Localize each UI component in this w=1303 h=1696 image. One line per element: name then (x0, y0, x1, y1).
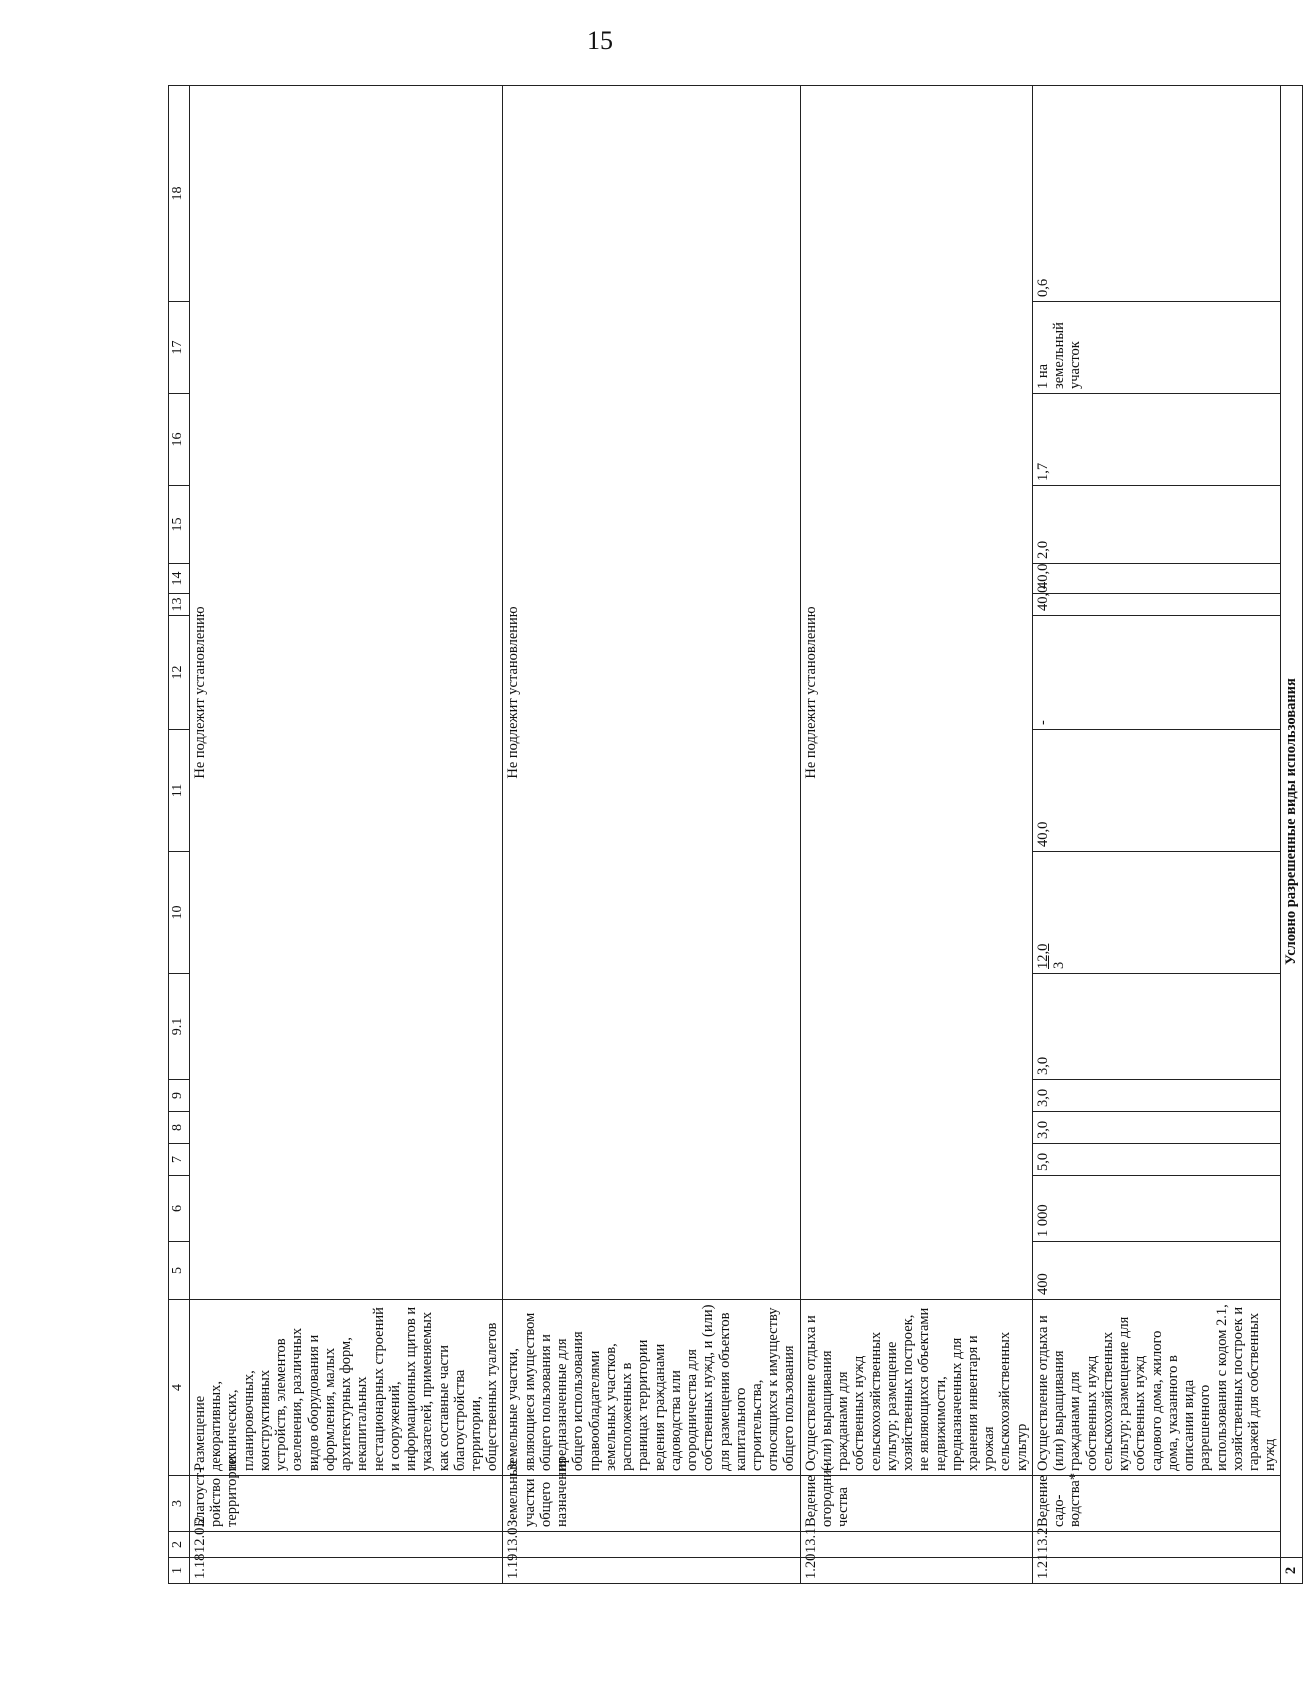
cell-c17: 1 на земельный участок (1032, 302, 1281, 394)
row-note: Не подлежит установлению (503, 86, 800, 1300)
row-code: 13.1 (800, 1532, 1032, 1558)
rotated-table-container (168, 94, 1300, 1584)
cell-c16: 1,7 (1032, 394, 1281, 486)
cell-c15: 2,0 (1032, 486, 1281, 564)
cell-c10 (1032, 852, 1281, 974)
row-name: Ведение огородни-чества (800, 1476, 1032, 1532)
header-cell: 14 (169, 564, 190, 594)
section-title: Условно разрешенные виды использования (1281, 86, 1302, 1558)
table-row (800, 86, 1032, 1584)
header-cell: 3 (169, 1476, 190, 1532)
cell-max-area: 1 000 (1032, 1176, 1281, 1242)
header-cell: 2 (169, 1532, 190, 1558)
section-number: 2 (1281, 1558, 1302, 1584)
row-name: Ведение садо-водства* (1032, 1476, 1281, 1532)
header-cell: 12 (169, 616, 190, 730)
row-code: 13.2 (1032, 1532, 1281, 1558)
cell-c9-1: 3,0 (1032, 974, 1281, 1080)
row-description: Размещение декоративных, технических, планировочных, конструктивных устройств, элементов озеленения, различных видов оборудования и оформления, малых архитектурных форм, некапитальных нестационарных строений и сооружений, информационных щитов и указателей, применяемых как составные части благоустройства территории, общественных туалетов (190, 1300, 503, 1476)
section-row (1281, 86, 1302, 1584)
cell-c9: 3,0 (1032, 1080, 1281, 1112)
cell-min-area: 400 (1032, 1242, 1281, 1300)
row-name: Благоуст-ройство территории (190, 1476, 503, 1532)
cell-c10-top: 12,0 (1034, 943, 1051, 969)
cell-c7: 5,0 (1032, 1144, 1281, 1176)
header-cell: 11 (169, 730, 190, 852)
header-cell: 1 (169, 1558, 190, 1584)
header-cell: 9.1 (169, 974, 190, 1080)
cell-c18: 0,6 (1032, 86, 1281, 302)
header-cell: 6 (169, 1176, 190, 1242)
cell-c10-bottom: 3 (1051, 961, 1068, 969)
row-code: 12.0.2 (190, 1532, 503, 1558)
table-row (503, 86, 800, 1584)
row-description: Осуществление отдыха и (или) выращивания гражданами для собственных нужд сельскохозяйственных культур; размещение для собственных нужд садового дома, жилого дома, указанного в описании вида разрешенного использования с кодом 2.1, хозяйственных построек и гаражей для собственных нужд (1032, 1300, 1281, 1476)
table-row (1032, 86, 1281, 1584)
row-note: Не подлежит установлению (190, 86, 503, 1300)
row-code: 13.0 (503, 1532, 800, 1558)
row-note: Не подлежит установлению (800, 86, 1032, 1300)
row-number: 1.21 (1032, 1558, 1281, 1584)
cell-c12: - (1032, 616, 1281, 730)
header-cell: 10 (169, 852, 190, 974)
header-cell: 16 (169, 394, 190, 486)
page-number: 15 (587, 26, 613, 55)
header-cell: 5 (169, 1242, 190, 1300)
row-name: Земельные участки общего назначения (503, 1476, 800, 1532)
header-cell: 18 (169, 86, 190, 302)
header-cell: 4 (169, 1300, 190, 1476)
header-cell: 13 (169, 594, 190, 616)
row-description: Осуществление отдыха и (или) выращивания гражданами для собственных нужд сельскохозяйственных культур; размещение хозяйственных построек, не являющихся объектами недвижимости, предназначенных для хранения инвентаря и урожая сельскохозяйственных культур (800, 1300, 1032, 1476)
header-cell: 9 (169, 1080, 190, 1112)
cell-c13: 40,0 (1032, 594, 1281, 616)
cell-c11: 40,0 (1032, 730, 1281, 852)
header-cell: 17 (169, 302, 190, 394)
cell-c14: 40,0 (1032, 564, 1281, 594)
row-number: 1.20 (800, 1558, 1032, 1584)
header-row (169, 86, 190, 1584)
header-cell: 8 (169, 1112, 190, 1144)
table-row (190, 86, 503, 1584)
cell-c8: 3,0 (1032, 1112, 1281, 1144)
row-description: Земельные участки, являющиеся имуществом общего пользования и предназначенные для общего использования правообладателями земельных участков, расположенных в границах территории ведения гражданами садоводства или огородничества для собственных нужд, и (или) для размещения объектов капитального строительства, относящихся к имуществу общего пользования (503, 1300, 800, 1476)
header-cell: 7 (169, 1144, 190, 1176)
row-number: 1.19 (503, 1558, 800, 1584)
row-number: 1.18 (190, 1558, 503, 1584)
header-cell: 15 (169, 486, 190, 564)
zoning-table (168, 85, 1303, 1584)
